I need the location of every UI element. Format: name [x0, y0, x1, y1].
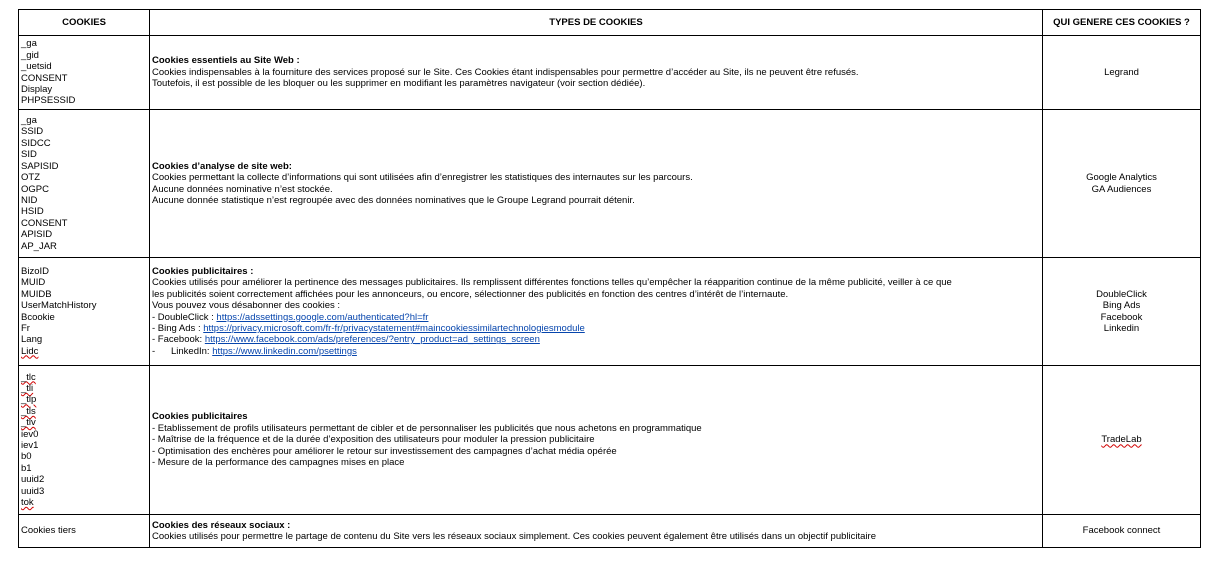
description-line: Cookies indispensables à la fourniture des services proposé sur le Site. Ces Cookies étant indispensables pour permettre d’accéder au Site, ils ne peuvent être refusés.	[152, 66, 859, 78]
description-line: Vous pouvez vous désabonner des cookies :	[152, 300, 341, 312]
description-line: les publicités soient correctement affichées pour les annonceurs, ou encore, sélectionner des publicités en fonction des centres d’intérêt de l’internaute.	[152, 288, 789, 300]
cookie-name: Lang	[21, 334, 43, 346]
cookie-names-cell	[19, 110, 150, 258]
optout-label: - Facebook:	[152, 334, 205, 346]
cookie-name: SSID	[21, 126, 44, 138]
table-row	[19, 110, 1201, 258]
description-line: Cookies utilisés pour permettre le partage de contenu du Site vers les réseaux sociaux simplement. Ces cookies peuvent également être utilisés dans un objectif publicitaire	[152, 531, 876, 542]
cookie-name: AP_JAR	[21, 240, 57, 252]
description-line: Toutefois, il est possible de les bloquer ou les supprimer en modifiant les paramètres navigateur (voir section dédiée).	[152, 78, 646, 90]
cookie-name: NID	[21, 194, 38, 206]
facebook-optout-link[interactable]: https://www.facebook.com/ads/preferences/?entry_product=ad_settings_screen	[204, 334, 540, 346]
header-generator: QUI GENERE CES COOKIES ?	[1043, 10, 1201, 36]
cookie-names-cell	[19, 258, 150, 366]
cookie-name: UserMatchHistory	[21, 300, 97, 312]
cookie-name: tok	[21, 497, 34, 509]
cookie-name: PHPSESSID	[21, 95, 76, 107]
description-line: Cookies permettant la collecte d’informations qui sont utilisées afin d’enregistrer les statistiques des internautes sur les parcours.	[152, 172, 693, 184]
cookie-name: Display	[21, 83, 53, 95]
table-row	[19, 366, 1201, 515]
generator-name: Google Analytics	[1086, 172, 1157, 184]
header-row	[19, 10, 1201, 36]
doubleclick-optout-link[interactable]: https://adssettings.google.com/authenticated?hl=fr	[216, 311, 429, 323]
description-title: Cookies publicitaires	[152, 411, 248, 423]
description-title: Cookies publicitaires :	[152, 265, 254, 277]
optout-label: - LinkedIn:	[152, 345, 213, 357]
header-types: TYPES DE COOKIES	[150, 10, 1043, 36]
cookie-name: CONSENT	[21, 217, 68, 229]
cookie-name: HSID	[21, 206, 44, 218]
optout-line	[152, 312, 1040, 323]
generator-name: Facebook	[1100, 311, 1143, 323]
cookie-name: _ga	[21, 115, 37, 127]
cookie-name: Lidc	[21, 345, 39, 357]
cookie-name: Bcookie	[21, 311, 55, 323]
cookie-name: SIDCC	[21, 137, 51, 149]
cookie-name: CONSENT	[21, 72, 68, 84]
optout-line	[152, 334, 1040, 345]
cookie-description-cell	[150, 258, 1043, 366]
generator-cell	[1043, 110, 1201, 258]
cookie-description-cell	[150, 366, 1043, 515]
cookie-name: _uetsid	[21, 61, 52, 73]
generator-name: TradeLab	[1101, 434, 1142, 446]
linkedin-optout-link[interactable]: https://www.linkedin.com/psettings	[212, 345, 357, 357]
cookie-name: b0	[21, 451, 32, 463]
optout-line	[152, 346, 1040, 357]
cookie-name: APISID	[21, 229, 53, 241]
description-title: Cookies d’analyse de site web:	[152, 160, 292, 172]
generator-name: DoubleClick	[1096, 288, 1147, 300]
cookie-name: uuid3	[21, 485, 45, 497]
cookie-name: _tlp	[21, 394, 37, 406]
description-line: - Mesure de la performance des campagnes mises en place	[152, 457, 405, 469]
cookie-name: _tlc	[21, 371, 36, 383]
generator-name: Bing Ads	[1102, 300, 1141, 312]
cookie-name: _gid	[21, 49, 39, 61]
description-title: Cookies essentiels au Site Web :	[152, 55, 300, 67]
cookie-name: OTZ	[21, 172, 40, 184]
generator-name: Linkedin	[1103, 322, 1140, 334]
cookie-name: SAPISID	[21, 160, 59, 172]
cookie-description-cell	[150, 515, 1043, 548]
cookie-names-cell	[19, 36, 150, 110]
optout-line	[152, 323, 1040, 334]
cookie-name: _tli	[21, 382, 34, 394]
cookie-name: uuid2	[21, 474, 45, 486]
cookie-name: Fr	[21, 322, 30, 334]
cookie-name: _ga	[21, 38, 37, 50]
description-title: Cookies des réseaux sociaux :	[152, 519, 291, 531]
generator-name: Legrand	[1104, 66, 1139, 78]
generator-cell	[1043, 258, 1201, 366]
cookie-name: iev1	[21, 440, 39, 451]
cookie-name: BizoID	[21, 265, 49, 277]
table-row	[19, 36, 1201, 110]
description-line: Aucune donnée statistique n’est regroupée avec des données nominatives que le Groupe Legrand pourrait détenir.	[152, 194, 635, 206]
header-cookies: COOKIES	[19, 10, 150, 36]
description-line: - Maîtrise de la fréquence et de la durée d’exposition des utilisateurs pour moduler la pression publicitaire	[152, 434, 595, 446]
cookie-description-cell	[150, 36, 1043, 110]
cookie-name: MUIDB	[21, 288, 52, 300]
cookie-names-cell	[19, 515, 150, 548]
cookie-name: MUID	[21, 277, 46, 289]
cookie-name: _tlv	[21, 417, 36, 429]
cookie-name: Cookies tiers	[21, 525, 76, 537]
cookies-table	[18, 9, 1201, 548]
table-row	[19, 515, 1201, 548]
optout-label: - DoubleClick :	[152, 311, 217, 323]
description-line: Aucune données nominative n’est stockée.	[152, 183, 333, 195]
generator-name: Facebook connect	[1082, 525, 1161, 537]
cookie-name: iev0	[21, 428, 39, 440]
description-line: - Optimisation des enchères pour améliorer le retour sur investissement des campagnes d’achat média opérée	[152, 445, 617, 457]
description-line: - Etablissement de profils utilisateurs permettant de cibler et de personnaliser les publicités que nous achetons en programmatique	[152, 422, 702, 434]
generator-cell	[1043, 515, 1201, 548]
generator-name: GA Audiences	[1091, 183, 1152, 195]
generator-cell	[1043, 36, 1201, 110]
bing-ads-optout-link[interactable]: https://privacy.microsoft.com/fr-fr/privacystatement#maincookiessimilartechnologiesmodule	[203, 322, 585, 334]
cookie-names-cell	[19, 366, 150, 515]
optout-label: - Bing Ads :	[152, 322, 204, 334]
cookie-name: OGPC	[21, 183, 49, 195]
table-row	[19, 258, 1201, 366]
cookie-name: _tls	[21, 405, 36, 417]
cookie-name: SID	[21, 149, 37, 161]
cookie-description-cell	[150, 110, 1043, 258]
description-line: Cookies utilisés pour améliorer la pertinence des messages publicitaires. Ils remplissent différentes fonctions telles qu’empêcher la réapparition continue de la même publicité, veiller à ce que	[152, 277, 952, 289]
generator-cell	[1043, 366, 1201, 515]
cookie-name: b1	[21, 462, 32, 474]
